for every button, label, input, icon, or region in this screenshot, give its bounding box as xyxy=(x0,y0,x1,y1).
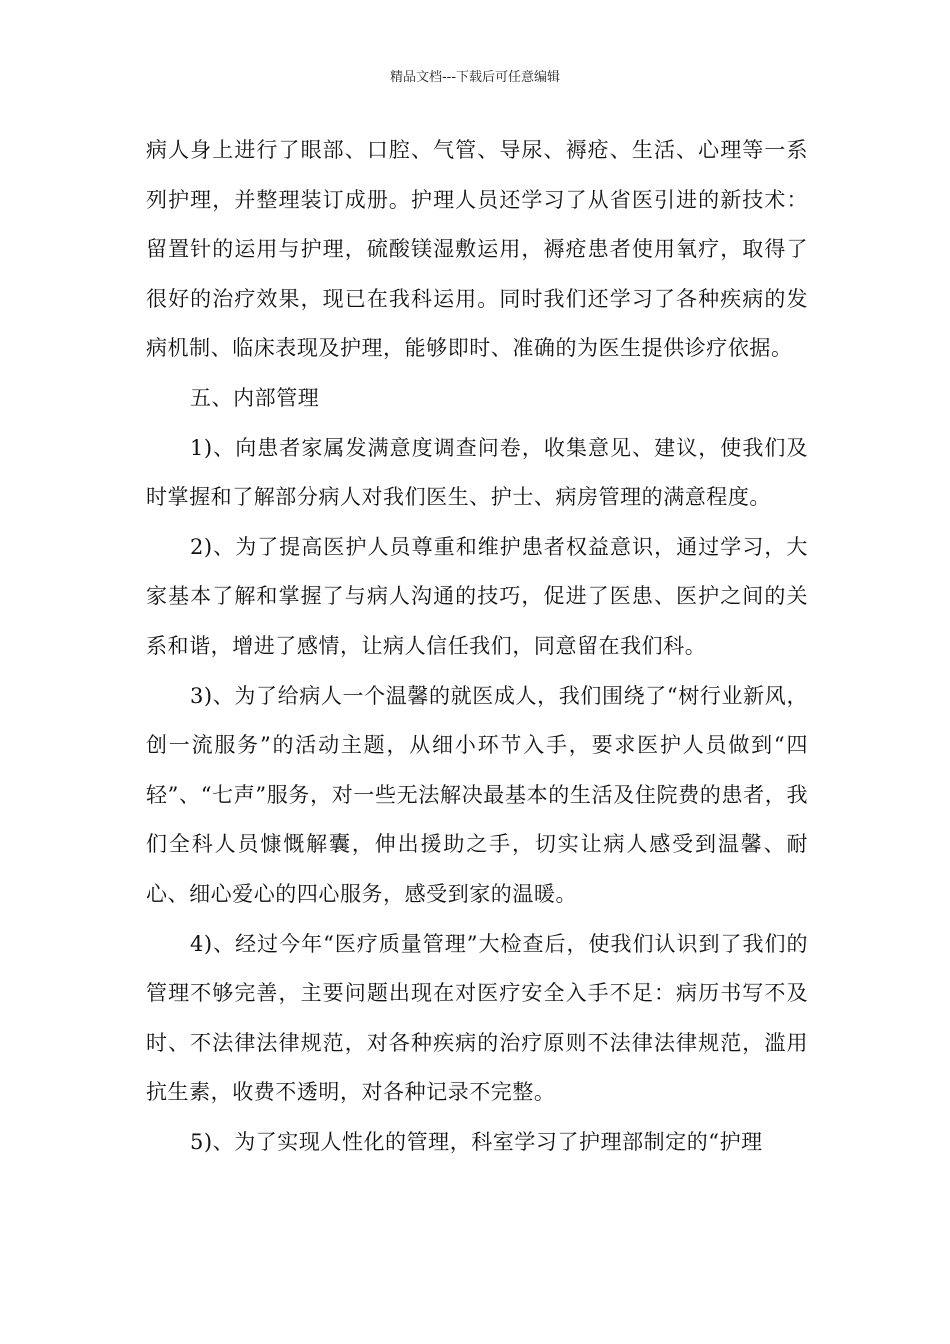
paragraph-item-3: 3)、为了给病人一个温馨的就医成人，我们围绕了“树行业新风，创一流服务”的活动主题，从细小环节入手，要求医护人员做到“四轻”、“七声”服务，对一些无法解决最基本的生活及住院费的患者，我们全科人员慷慨解囊，伸出援助之手，切实让病人感受到温馨、耐心、细心爱心的四心服务，感受到家的温暖。 xyxy=(146,683,808,906)
page-header: 精品文档---下载后可任意编辑 xyxy=(389,70,561,85)
paragraph-item-4: 4)、经过今年“医疗质量管理”大检查后，使我们认识到了我们的管理不够完善，主要问题出现在对医疗安全入手不足：病历书写不及时、不法律法律规范，对各种疾病的治疗原则不法律法律规范，滥用抗生素，收费不透明，对各种记录不完整。 xyxy=(146,931,808,1105)
paragraph-nursing-care: 病人身上进行了眼部、口腔、气管、导尿、褥疮、生活、心理等一系列护理，并整理装订成册。护理人员还学习了从省医引进的新技术：留置针的运用与护理，硫酸镁湿敷运用，褥疮患者使用氧疗，取得了很好的治疗效果，现已在我科运用。同时我们还学习了各种疾病的发病机制、临床表现及护理，能够即时、准确的为医生提供诊疗依据。 xyxy=(146,138,808,361)
paragraph-item-1: 1)、向患者家属发满意度调查问卷，收集意见、建议，使我们及时掌握和了解部分病人对我们医生、护士、病房管理的满意程度。 xyxy=(146,435,808,510)
section-heading-internal-management: 五、内部管理 xyxy=(190,385,320,410)
paragraph-item-2: 2)、为了提高医护人员尊重和维护患者权益意识，通过学习，大家基本了解和掌握了与病人沟通的技巧，促进了医患、医护之间的关系和谐，增进了感情，让病人信任我们，同意留在我们科。 xyxy=(146,534,808,658)
document-body xyxy=(146,126,808,1167)
paragraph-item-5: 5)、为了实现人性化的管理，科室学习了护理部制定的“护理 xyxy=(190,1129,763,1154)
